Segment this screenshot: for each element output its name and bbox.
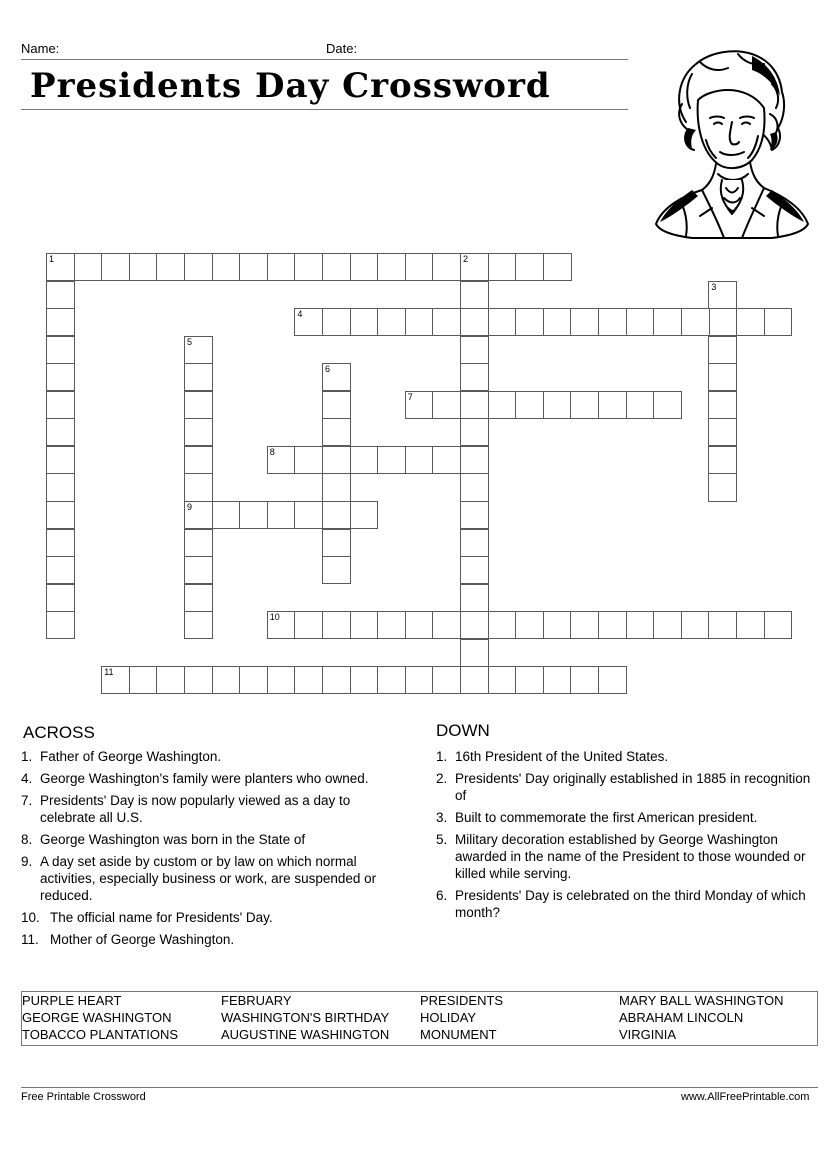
crossword-cell[interactable] bbox=[460, 336, 489, 364]
crossword-cell[interactable] bbox=[708, 336, 737, 364]
crossword-cell[interactable] bbox=[460, 253, 489, 281]
clue-number: 2 bbox=[463, 254, 469, 264]
word-bank-item: PRESIDENTS bbox=[420, 993, 504, 1008]
word-bank-item: HOLIDAY bbox=[420, 1010, 477, 1025]
crossword-cell[interactable] bbox=[653, 611, 682, 639]
crossword-cell[interactable] bbox=[543, 666, 572, 694]
across-clue bbox=[21, 792, 391, 826]
across-clue bbox=[21, 770, 391, 787]
crossword-cell[interactable] bbox=[267, 611, 296, 639]
crossword-cell[interactable] bbox=[156, 253, 185, 281]
clue-number: 6. bbox=[436, 888, 448, 903]
crossword-cell[interactable] bbox=[129, 253, 158, 281]
crossword-cell[interactable] bbox=[570, 666, 599, 694]
crossword-cell[interactable] bbox=[267, 253, 296, 281]
clue-number: 6 bbox=[325, 364, 331, 375]
clue-text: Built to commemorate the first American president. bbox=[455, 810, 758, 825]
crossword-cell[interactable] bbox=[543, 611, 572, 639]
crossword-cell[interactable] bbox=[294, 666, 323, 694]
crossword-cell[interactable] bbox=[350, 501, 379, 529]
crossword-cell[interactable] bbox=[460, 556, 489, 584]
crossword-cell[interactable] bbox=[432, 308, 461, 336]
clue-text: Father of George Washington. bbox=[40, 749, 222, 764]
clue-text: Mother of George Washington. bbox=[50, 932, 235, 947]
footer-rule bbox=[21, 1087, 818, 1088]
crossword-cell[interactable] bbox=[460, 281, 489, 309]
crossword-cell[interactable] bbox=[184, 501, 213, 529]
crossword-cell[interactable] bbox=[377, 666, 406, 694]
crossword-cell[interactable] bbox=[184, 253, 213, 281]
across-clue-list bbox=[21, 748, 391, 953]
crossword-cell[interactable] bbox=[377, 611, 406, 639]
across-clue bbox=[21, 748, 391, 765]
crossword-cell[interactable] bbox=[653, 308, 682, 336]
word-bank-column bbox=[420, 992, 503, 1043]
crossword-cell[interactable] bbox=[598, 611, 627, 639]
crossword-cell[interactable] bbox=[543, 391, 572, 419]
word-bank-column bbox=[619, 992, 783, 1043]
across-clue bbox=[21, 931, 391, 948]
down-clue bbox=[436, 887, 814, 921]
word-bank-item: MARY BALL WASHINGTON bbox=[619, 993, 784, 1008]
crossword-cell[interactable] bbox=[46, 308, 75, 336]
crossword-cell[interactable] bbox=[708, 418, 737, 446]
crossword-cell[interactable] bbox=[708, 363, 737, 391]
crossword-cell[interactable] bbox=[598, 666, 627, 694]
crossword-cell[interactable] bbox=[322, 253, 351, 281]
clue-number: 10 bbox=[269, 612, 280, 623]
clue-number: 4 bbox=[297, 309, 303, 320]
crossword-cell[interactable] bbox=[184, 556, 213, 584]
crossword-cell[interactable] bbox=[515, 308, 544, 336]
crossword-cell[interactable] bbox=[46, 253, 75, 281]
word-bank-item: ABRAHAM LINCOLN bbox=[619, 1010, 744, 1025]
crossword-cell[interactable] bbox=[598, 308, 627, 336]
name-label: Name: bbox=[21, 41, 60, 56]
crossword-cell[interactable] bbox=[350, 253, 379, 281]
crossword-cell[interactable] bbox=[460, 639, 489, 667]
crossword-cell[interactable] bbox=[322, 446, 351, 474]
footer-left-text: Free Printable Crossword bbox=[21, 1091, 146, 1103]
crossword-cell[interactable] bbox=[377, 446, 406, 474]
clue-text: George Washington was born in the State of bbox=[40, 832, 306, 847]
down-clue bbox=[436, 770, 814, 804]
crossword-cell[interactable] bbox=[74, 253, 103, 281]
crossword-cell[interactable] bbox=[405, 611, 434, 639]
crossword-cell[interactable] bbox=[212, 666, 241, 694]
crossword-cell[interactable] bbox=[46, 418, 75, 446]
crossword-cell[interactable] bbox=[708, 308, 737, 336]
crossword-cell[interactable] bbox=[681, 308, 710, 336]
page-title: Presidents Day Crossword bbox=[30, 66, 551, 106]
crossword-cell[interactable] bbox=[432, 253, 461, 281]
crossword-cell[interactable] bbox=[708, 611, 737, 639]
crossword-cell[interactable] bbox=[653, 391, 682, 419]
clue-number: 1. bbox=[21, 749, 33, 764]
clue-number: 5 bbox=[187, 336, 193, 347]
date-label: Date: bbox=[326, 41, 358, 56]
crossword-cell[interactable] bbox=[267, 446, 296, 474]
crossword-cell[interactable] bbox=[626, 611, 655, 639]
crossword-cell[interactable] bbox=[322, 391, 351, 419]
crossword-cell[interactable] bbox=[129, 666, 158, 694]
crossword-cell[interactable] bbox=[184, 584, 213, 612]
crossword-cell[interactable] bbox=[460, 666, 489, 694]
clue-number: 3. bbox=[436, 810, 448, 825]
clue-number: 9. bbox=[21, 854, 33, 869]
crossword-cell[interactable] bbox=[322, 529, 351, 557]
crossword-cell[interactable] bbox=[570, 391, 599, 419]
crossword-cell[interactable] bbox=[184, 666, 213, 694]
crossword-cell[interactable] bbox=[626, 391, 655, 419]
crossword-cell[interactable] bbox=[350, 446, 379, 474]
crossword-cell[interactable] bbox=[46, 556, 75, 584]
word-bank-item: AUGUSTINE WASHINGTON bbox=[221, 1027, 390, 1042]
crossword-cell[interactable] bbox=[515, 666, 544, 694]
clue-number: 11 bbox=[104, 667, 114, 678]
crossword-cell[interactable] bbox=[322, 363, 351, 391]
crossword-cell[interactable] bbox=[184, 611, 213, 639]
crossword-cell[interactable] bbox=[239, 501, 268, 529]
crossword-cell[interactable] bbox=[405, 391, 434, 419]
crossword-cell[interactable] bbox=[708, 281, 737, 309]
crossword-cell[interactable] bbox=[239, 253, 268, 281]
crossword-cell[interactable] bbox=[46, 336, 75, 364]
crossword-cell[interactable] bbox=[515, 391, 544, 419]
crossword-cell[interactable] bbox=[405, 446, 434, 474]
crossword-cell[interactable] bbox=[156, 666, 185, 694]
word-bank-item: PURPLE HEART bbox=[22, 993, 122, 1008]
down-clue bbox=[436, 748, 814, 765]
crossword-cell[interactable] bbox=[488, 666, 517, 694]
crossword-cell[interactable] bbox=[515, 611, 544, 639]
crossword-cell[interactable] bbox=[764, 611, 793, 639]
clue-number: 7 bbox=[407, 391, 413, 402]
clue-number: 7. bbox=[21, 793, 33, 808]
clue-text: The official name for Presidents' Day. bbox=[50, 910, 273, 925]
word-bank-item: VIRGINIA bbox=[619, 1027, 677, 1042]
crossword-cell[interactable] bbox=[681, 611, 710, 639]
crossword-cell[interactable] bbox=[460, 446, 489, 474]
crossword-cell[interactable] bbox=[488, 308, 517, 336]
crossword-cell[interactable] bbox=[184, 473, 213, 501]
word-bank-item: MONUMENT bbox=[420, 1027, 497, 1042]
crossword-cell[interactable] bbox=[570, 611, 599, 639]
down-clue bbox=[436, 831, 814, 882]
crossword-cell[interactable] bbox=[460, 473, 489, 501]
crossword-cell[interactable] bbox=[432, 611, 461, 639]
crossword-cell[interactable] bbox=[322, 501, 351, 529]
crossword-cell[interactable] bbox=[322, 556, 351, 584]
clue-number: 2. bbox=[436, 771, 448, 786]
word-bank-item: FEBRUARY bbox=[221, 993, 292, 1008]
crossword-cell[interactable] bbox=[350, 308, 379, 336]
crossword-cell[interactable] bbox=[432, 666, 461, 694]
crossword-cell[interactable] bbox=[46, 363, 75, 391]
crossword-cell[interactable] bbox=[460, 584, 489, 612]
down-heading: DOWN bbox=[436, 721, 490, 740]
across-clue bbox=[21, 831, 391, 848]
crossword-cell[interactable] bbox=[267, 666, 296, 694]
crossword-cell[interactable] bbox=[46, 446, 75, 474]
clue-number: 8 bbox=[269, 446, 275, 457]
word-bank-column bbox=[221, 992, 389, 1043]
crossword-cell[interactable] bbox=[322, 473, 351, 501]
crossword-cell[interactable] bbox=[488, 611, 517, 639]
crossword-cell[interactable] bbox=[570, 308, 599, 336]
crossword-cell[interactable] bbox=[46, 611, 75, 639]
across-heading: ACROSS bbox=[23, 723, 95, 742]
crossword-cell[interactable] bbox=[708, 473, 737, 501]
word-bank-item: GEORGE WASHINGTON bbox=[22, 1010, 172, 1025]
clue-number: 1. bbox=[436, 749, 448, 764]
word-bank bbox=[21, 991, 818, 1046]
crossword-cell[interactable] bbox=[598, 391, 627, 419]
crossword-cell[interactable] bbox=[184, 363, 213, 391]
clue-text: A day set aside by custom or by law on which normal activities, especially business or work, are suspended or reduced. bbox=[40, 854, 377, 903]
crossword-cell[interactable] bbox=[460, 391, 489, 419]
clue-text: Presidents' Day is celebrated on the third Monday of which month? bbox=[455, 888, 806, 920]
crossword-cell[interactable] bbox=[708, 391, 737, 419]
word-bank-column bbox=[22, 992, 178, 1043]
crossword-cell[interactable] bbox=[405, 308, 434, 336]
clue-text: Military decoration established by George Washington awarded in the name of the President to those wounded or killed while serving. bbox=[455, 832, 806, 881]
crossword-cell[interactable] bbox=[543, 253, 572, 281]
crossword-cell[interactable] bbox=[405, 253, 434, 281]
clue-number: 4. bbox=[21, 771, 33, 786]
crossword-cell[interactable] bbox=[184, 336, 213, 364]
crossword-cell[interactable] bbox=[736, 308, 765, 336]
clue-text: George Washington's family were planters who owned. bbox=[40, 771, 369, 786]
crossword-cell[interactable] bbox=[294, 501, 323, 529]
crossword-cell[interactable] bbox=[350, 611, 379, 639]
crossword-cell[interactable] bbox=[184, 391, 213, 419]
crossword-cell[interactable] bbox=[46, 391, 75, 419]
clue-number: 8. bbox=[21, 832, 33, 847]
crossword-cell[interactable] bbox=[322, 418, 351, 446]
crossword-cell[interactable] bbox=[184, 418, 213, 446]
crossword-cell[interactable] bbox=[708, 446, 737, 474]
crossword-cell[interactable] bbox=[432, 446, 461, 474]
crossword-cell[interactable] bbox=[294, 611, 323, 639]
clue-number: 5. bbox=[436, 832, 448, 847]
crossword-cell[interactable] bbox=[405, 666, 434, 694]
crossword-cell[interactable] bbox=[322, 308, 351, 336]
crossword-cell[interactable] bbox=[377, 308, 406, 336]
crossword-cell[interactable] bbox=[184, 529, 213, 557]
clue-text: Presidents' Day is now popularly viewed as a day to celebrate all U.S. bbox=[40, 793, 351, 825]
clue-text: 16th President of the United States. bbox=[455, 749, 669, 764]
crossword-cell[interactable] bbox=[460, 363, 489, 391]
crossword-cell[interactable] bbox=[488, 391, 517, 419]
crossword-cell[interactable] bbox=[764, 308, 793, 336]
crossword-cell[interactable] bbox=[322, 611, 351, 639]
crossword-cell[interactable] bbox=[212, 501, 241, 529]
crossword-cell[interactable] bbox=[46, 501, 75, 529]
crossword-cell[interactable] bbox=[460, 529, 489, 557]
clue-number: 10. bbox=[21, 910, 40, 925]
crossword-cell[interactable] bbox=[46, 281, 75, 309]
crossword-cell[interactable] bbox=[460, 501, 489, 529]
crossword-cell[interactable] bbox=[488, 253, 517, 281]
across-clue bbox=[21, 853, 391, 904]
crossword-cell[interactable] bbox=[46, 473, 75, 501]
crossword-cell[interactable] bbox=[626, 308, 655, 336]
clue-number: 1 bbox=[49, 254, 55, 264]
clue-number: 3 bbox=[711, 281, 717, 292]
clue-number: 11. bbox=[21, 932, 39, 947]
crossword-cell[interactable] bbox=[294, 253, 323, 281]
word-bank-item: WASHINGTON'S BIRTHDAY bbox=[221, 1010, 390, 1025]
crossword-cell[interactable] bbox=[294, 308, 323, 336]
crossword-cell[interactable] bbox=[460, 611, 489, 639]
crossword-cell[interactable] bbox=[350, 666, 379, 694]
crossword-cell[interactable] bbox=[294, 446, 323, 474]
crossword-cell[interactable] bbox=[46, 584, 75, 612]
crossword-cell[interactable] bbox=[267, 501, 296, 529]
crossword-cell[interactable] bbox=[101, 253, 130, 281]
down-clue bbox=[436, 809, 814, 826]
crossword-cell[interactable] bbox=[46, 529, 75, 557]
footer-url-link[interactable]: www.AllFreePrintable.com bbox=[681, 1091, 810, 1103]
crossword-cell[interactable] bbox=[212, 253, 241, 281]
crossword-cell[interactable] bbox=[377, 253, 406, 281]
crossword-cell[interactable] bbox=[184, 446, 213, 474]
crossword-cell[interactable] bbox=[101, 666, 130, 694]
crossword-cell[interactable] bbox=[515, 253, 544, 281]
crossword-cell[interactable] bbox=[432, 391, 461, 419]
clue-text: Presidents' Day originally established in 1885 in recognition of bbox=[455, 771, 811, 803]
crossword-cell[interactable] bbox=[736, 611, 765, 639]
across-clue bbox=[21, 909, 391, 926]
crossword-cell[interactable] bbox=[322, 666, 351, 694]
down-clue-list bbox=[436, 748, 814, 926]
clue-number: 9 bbox=[187, 501, 193, 512]
crossword-cell[interactable] bbox=[239, 666, 268, 694]
crossword-cell[interactable] bbox=[543, 308, 572, 336]
word-bank-item: TOBACCO PLANTATIONS bbox=[22, 1027, 179, 1042]
crossword-cell[interactable] bbox=[460, 418, 489, 446]
crossword-cell[interactable] bbox=[460, 308, 489, 336]
